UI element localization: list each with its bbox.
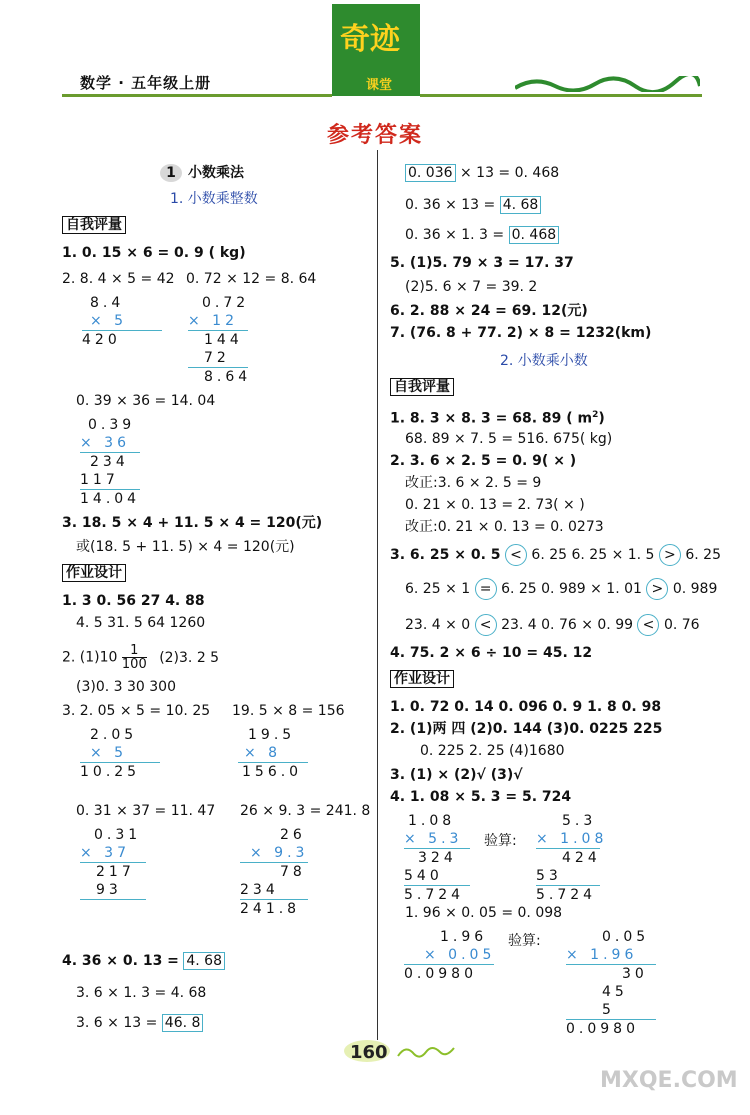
calc-row: 144 — [204, 332, 243, 348]
calc-row: 10.25 — [80, 764, 141, 780]
answer-part: ) — [598, 410, 605, 427]
calc-row: × 9.3 — [250, 845, 309, 861]
answer-line: 19. 5 × 8 = 156 — [232, 703, 345, 719]
tag-homework-design: 作业设计 — [62, 564, 126, 582]
calc-row: 0.39 — [88, 417, 136, 433]
calc-row: 14.04 — [80, 491, 141, 507]
header-rule-left — [62, 94, 332, 97]
check-label: 验算: — [508, 933, 541, 949]
answer-line: (3)0. 3 30 300 — [76, 679, 176, 695]
tag-homework-design: 作业设计 — [390, 670, 454, 688]
calc-row: 72 — [204, 350, 230, 366]
answer-line: 3. (1) × (2)√ (3)√ — [390, 767, 523, 783]
calc-row: 8.64 — [204, 369, 252, 385]
calc-row: 420 — [82, 332, 121, 348]
vertical-calc-8 — [404, 812, 470, 904]
swirl-ornament-icon — [396, 1042, 456, 1062]
calc-row: 324 — [418, 850, 457, 866]
calc-row: 241.8 — [240, 901, 301, 917]
calc-rule — [80, 899, 146, 900]
calc-row: 424 — [562, 850, 601, 866]
calc-row: 0.72 — [202, 295, 250, 311]
check-label: 验算: — [484, 833, 517, 849]
compare-circle: < — [475, 614, 497, 636]
answer-line: 1. 0. 72 0. 14 0. 096 0. 9 1. 8 0. 98 — [390, 699, 662, 715]
logo-sub: 课堂 — [366, 78, 393, 93]
calc-row: 26 — [280, 827, 306, 843]
vertical-calc-7 — [240, 826, 308, 918]
vertical-calc-4 — [80, 726, 160, 781]
answer-line: 3. 6 × 1. 3 = 4. 68 — [76, 985, 207, 1001]
boxed-answer: 0. 468 — [509, 226, 560, 244]
answer-part: 23. 4 0. 76 × 0. 99 — [501, 617, 634, 633]
answer-line: 7. (76. 8 + 77. 2) × 8 = 1232(km) — [390, 325, 652, 341]
calc-row: 5 — [602, 1002, 615, 1018]
answer-part: 0. 36 × 1. 3 = — [405, 227, 505, 243]
answer-part: 4. 36 × 0. 13 = — [62, 953, 179, 969]
header-subject: 数学 · 五年级上册 — [80, 74, 212, 92]
fraction — [122, 644, 147, 671]
chapter-heading — [160, 164, 244, 182]
answer-line: 68. 89 × 7. 5 = 516. 675( kg) — [405, 431, 613, 447]
answer-line: 0. 72 × 12 = 8. 64 — [186, 271, 317, 287]
answer-line — [390, 406, 605, 428]
answer-line — [62, 952, 225, 970]
boxed-answer: 4. 68 — [183, 952, 225, 970]
answer-line: 4. 5 31. 5 64 1260 — [76, 615, 206, 631]
calc-row: 117 — [80, 472, 119, 488]
boxed-answer: 4. 68 — [500, 196, 542, 214]
calc-row: 0.31 — [94, 827, 142, 843]
comparison-line — [405, 578, 717, 600]
tag-self-assessment: 自我评量 — [62, 216, 126, 234]
calc-row: 5.724 — [404, 887, 465, 903]
answer-part: 6. 25 6. 25 × 1. 5 — [531, 547, 655, 563]
answer-line: 26 × 9. 3 = 241. 8 — [240, 803, 371, 819]
answer-line: 2. 8. 4 × 5 = 42 — [62, 271, 175, 287]
answer-line: 4. 1. 08 × 5. 3 = 5. 724 — [390, 789, 572, 805]
answer-line: 或(18. 5 + 11. 5) × 4 = 120(元) — [76, 539, 295, 555]
fraction-numerator: 1 — [122, 644, 147, 658]
answer-part: 6. 25 — [685, 547, 721, 563]
section-title-2: 2. 小数乘小数 — [500, 353, 588, 369]
comparison-line — [390, 544, 721, 566]
vertical-calc-3 — [80, 416, 140, 508]
vertical-calc-10 — [404, 928, 494, 983]
vertical-calc-6 — [80, 826, 146, 900]
calc-row: × 1.96 — [566, 947, 638, 963]
logo-text: 奇迹 — [340, 22, 400, 57]
calc-row: 234 — [90, 454, 129, 470]
calc-row: × 37 — [80, 845, 130, 861]
compare-circle: = — [475, 578, 497, 600]
series-logo — [332, 4, 420, 96]
calc-row: 8.4 — [90, 295, 125, 311]
chapter-number: 1 — [160, 164, 182, 182]
answer-part: (2)3. 2 5 — [159, 649, 220, 666]
answer-part: 2. (1)10 — [62, 649, 118, 666]
compare-circle: > — [646, 578, 668, 600]
page-number: 160 — [350, 1042, 388, 1063]
vertical-calc-9 — [536, 812, 608, 904]
answer-part: 3. 6. 25 × 0. 5 — [390, 547, 501, 563]
answer-part: 0. 36 × 13 = — [405, 197, 496, 213]
answer-line: 5. (1)5. 79 × 3 = 17. 37 — [390, 255, 574, 271]
tag-self-assessment: 自我评量 — [390, 378, 454, 396]
watermark: MXQE.COM — [600, 1068, 738, 1093]
answer-line: 1. 0. 15 × 6 = 0. 9 ( kg) — [62, 245, 246, 261]
calc-row: 217 — [96, 864, 135, 880]
answer-part: 0. 989 — [672, 581, 718, 597]
calc-row: × 8 — [244, 745, 282, 761]
answer-line — [405, 164, 559, 182]
calc-row: 2.05 — [90, 727, 138, 743]
boxed-answer: 0. 036 — [405, 164, 456, 182]
calc-row: 540 — [404, 868, 443, 884]
calc-row: 19.5 — [248, 727, 296, 743]
calc-row: 93 — [96, 882, 122, 898]
answer-line — [405, 226, 559, 244]
answer-line: 改正:3. 6 × 2. 5 = 9 — [405, 475, 542, 491]
calc-row: 0.0980 — [566, 1021, 639, 1037]
calc-row: 5.3 — [562, 813, 597, 829]
calc-row: × 5 — [90, 313, 128, 329]
answer-line — [405, 196, 541, 214]
calc-row: 0.0980 — [404, 966, 477, 982]
vertical-calc-5 — [238, 726, 308, 781]
compare-circle: < — [637, 614, 659, 636]
answer-part: × 13 = 0. 468 — [459, 165, 560, 181]
header-rule-right — [420, 94, 702, 97]
calc-row: 1.96 — [440, 929, 488, 945]
answer-line: 2. (1)两 四 (2)0. 144 (3)0. 0225 225 — [390, 721, 663, 737]
comparison-line — [405, 614, 700, 636]
compare-circle: < — [505, 544, 527, 566]
boxed-answer: 46. 8 — [162, 1014, 204, 1032]
answer-line: 4. 75. 2 × 6 ÷ 10 = 45. 12 — [390, 645, 593, 661]
header-decoration-icon — [515, 76, 700, 92]
calc-row: 30 — [622, 966, 648, 982]
vertical-calc-1 — [82, 294, 162, 349]
calc-row: × 36 — [80, 435, 130, 451]
calc-row: 234 — [240, 882, 279, 898]
answer-line: 0. 39 × 36 = 14. 04 — [76, 393, 216, 409]
answer-line: 3. 18. 5 × 4 + 11. 5 × 4 = 120(元) — [62, 515, 323, 531]
answer-line — [76, 1014, 203, 1032]
page-title: 参考答案 — [326, 123, 423, 148]
answer-line: 1. 96 × 0. 05 = 0. 098 — [405, 905, 563, 921]
answer-line-fraction — [62, 644, 219, 671]
chapter-title: 小数乘法 — [188, 165, 244, 181]
fraction-denominator: 100 — [121, 657, 147, 672]
answer-line: 6. 2. 88 × 24 = 69. 12(元) — [390, 303, 588, 319]
answer-line: 0. 21 × 0. 13 = 2. 73( × ) — [405, 497, 585, 513]
answer-part: 6. 25 0. 989 × 1. 01 — [501, 581, 642, 597]
calc-row: × 0.05 — [424, 947, 496, 963]
calc-row: 156.0 — [242, 764, 303, 780]
calc-row: 1.08 — [408, 813, 456, 829]
answer-line: 1. 3 0. 56 27 4. 88 — [62, 593, 205, 609]
answer-line: 3. 2. 05 × 5 = 10. 25 — [62, 703, 211, 719]
answer-line: 2. 3. 6 × 2. 5 = 0. 9( × ) — [390, 453, 577, 469]
calc-row: × 12 — [188, 313, 238, 329]
answer-line: 改正:0. 21 × 0. 13 = 0. 0273 — [405, 519, 604, 535]
answer-part: 1. 8. 3 × 8. 3 = 68. 89 ( m — [390, 410, 593, 427]
calc-row: × 5.3 — [404, 831, 463, 847]
answer-line: 0. 31 × 37 = 11. 47 — [76, 803, 216, 819]
answer-part: 3. 6 × 13 = — [76, 1015, 158, 1031]
superscript: 2 — [592, 410, 599, 420]
compare-circle: > — [659, 544, 681, 566]
calc-row: 78 — [280, 864, 306, 880]
calc-row: 5.724 — [536, 887, 597, 903]
answer-part: 0. 76 — [663, 617, 700, 633]
calc-row: × 5 — [90, 745, 128, 761]
section-title-1: 1. 小数乘整数 — [170, 191, 258, 207]
calc-row: 53 — [536, 868, 562, 884]
answer-part: 6. 25 × 1 — [405, 581, 471, 597]
answer-line: 0. 225 2. 25 (4)1680 — [420, 743, 565, 759]
calc-row: × 1.08 — [536, 831, 608, 847]
answer-line: (2)5. 6 × 7 = 39. 2 — [405, 279, 538, 295]
vertical-calc-2 — [188, 294, 252, 386]
calc-row: 0.05 — [602, 929, 650, 945]
calc-row: 45 — [602, 984, 628, 1000]
column-divider — [377, 150, 378, 1040]
answer-part: 23. 4 × 0 — [405, 617, 471, 633]
vertical-calc-11 — [566, 928, 656, 1038]
